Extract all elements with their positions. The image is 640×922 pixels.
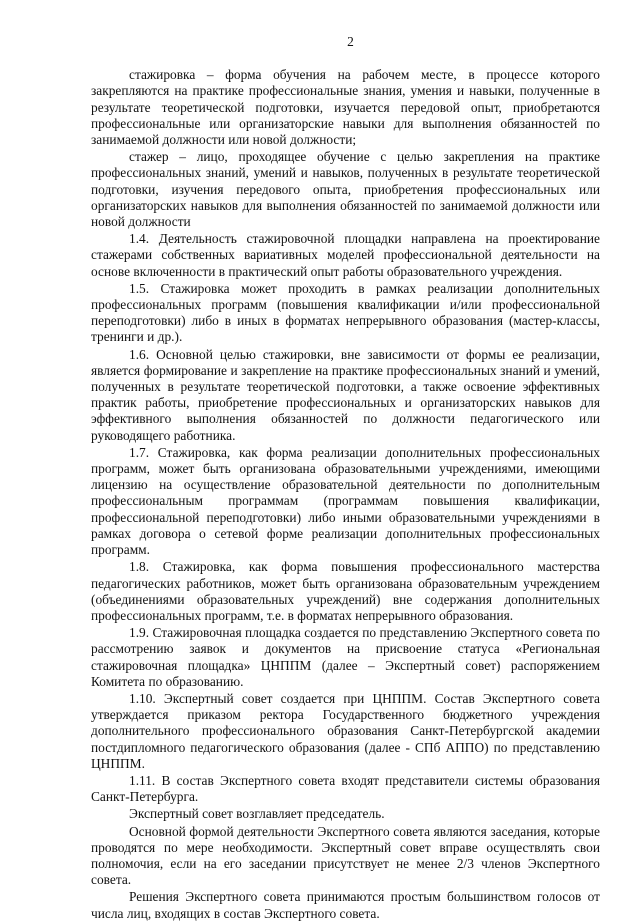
page-number: 2 (347, 34, 354, 49)
paragraph-1-6: 1.6. Основной целью стажировки, вне зависимости от формы ее реализации, является формирование и закрепление на практике профессиональных знаний и умений, полученных в результате теоретической подготовки, а также освоение эффективных практик работы, приобретение профессиональных и организаторских навыков для эффективного выполнения обязанностей по должности педагогического или руководящего работника. (91, 346, 600, 443)
paragraph-1-4: 1.4. Деятельность стажировочной площадки направлена на проектирование стажерами собственных вариативных моделей профессиональной деятельности на основе включенности в практический опыт работы образовательного учреждения. (91, 231, 600, 279)
paragraph-1-8: 1.8. Стажировка, как форма повышения профессионального мастерства педагогических работников, может быть организована образовательным учреждением (объединениями образовательных учреждений) вне содержания дополнительных профессиональных программ, т.е. в форматах непрерывного образования. (91, 559, 600, 623)
paragraph-definition-intern: стажер – лицо, проходящее обучение с целью закрепления на практике профессиональных знаний, умений и навыков, полученных в результате теоретической подготовки, изучения передового опыта, приобретения профессиональных или организаторских навыков для выполнения обязанностей по занимаемой должности или новой должности (91, 149, 600, 230)
paragraph-1-9: 1.9. Стажировочная площадка создается по представлению Экспертного совета по рассмотрению заявок и документов на присвоение статуса «Региональная стажировочная площадка» ЦНППМ (далее – Экспертный совет) распоряжением Комитета по образованию. (91, 625, 600, 689)
paragraph-1-10: 1.10. Экспертный совет создается при ЦНППМ. Состав Экспертного совета утверждается приказом ректора Государственного бюджетного учреждения дополнительного профессионального образования Санкт-Петербургской академии постдипломного педагогического образования (далее - СПб АППО) по представлению ЦНППМ. (91, 690, 600, 771)
paragraph-1-7: 1.7. Стажировка, как форма реализации дополнительных профессиональных программ, может быть организована образовательными учреждениями, имеющими лицензию на осуществление образовательной деятельности по дополнительным профессиональным программам (программам повышения квалификации, профессиональной переподготовки) либо иными образовательными учреждениями в рамках договора о сетевой форме реализации дополнительных профессиональных программ. (91, 444, 600, 558)
paragraph-1-11: 1.11. В состав Экспертного совета входят представители системы образования Санкт-Петербурга. (91, 772, 600, 805)
paragraph-meetings: Основной формой деятельности Экспертного совета являются заседания, которые проводятся по мере необходимости. Экспертный совет вправе осуществлять свои полномочия, если на его заседании присутствует не менее 2/3 членов Экспертного совета. (91, 823, 600, 888)
paragraph-decisions: Решения Экспертного совета принимаются простым большинством голосов от числа лиц, входящих в состав Экспертного совета. (91, 889, 600, 921)
paragraph-chairman: Экспертный совет возглавляет председатель. (129, 806, 385, 822)
paragraph-definition-internship: стажировка – форма обучения на рабочем месте, в процессе которого закрепляются на практике профессиональные знания, умения и навыки, полученные в результате теоретической подготовки, изучается передовой опыт, приобретаются профессиональные или организаторские навыки для выполнения обязанностей по занимаемой должности или новой должности; (91, 67, 600, 148)
paragraph-1-5: 1.5. Стажировка может проходить в рамках реализации дополнительных профессиональных программ (повышения квалификации и/или профессиональной переподготовки) либо в иных в форматах непрерывного образования (мастер-классы, тренинги и др.). (91, 280, 600, 345)
